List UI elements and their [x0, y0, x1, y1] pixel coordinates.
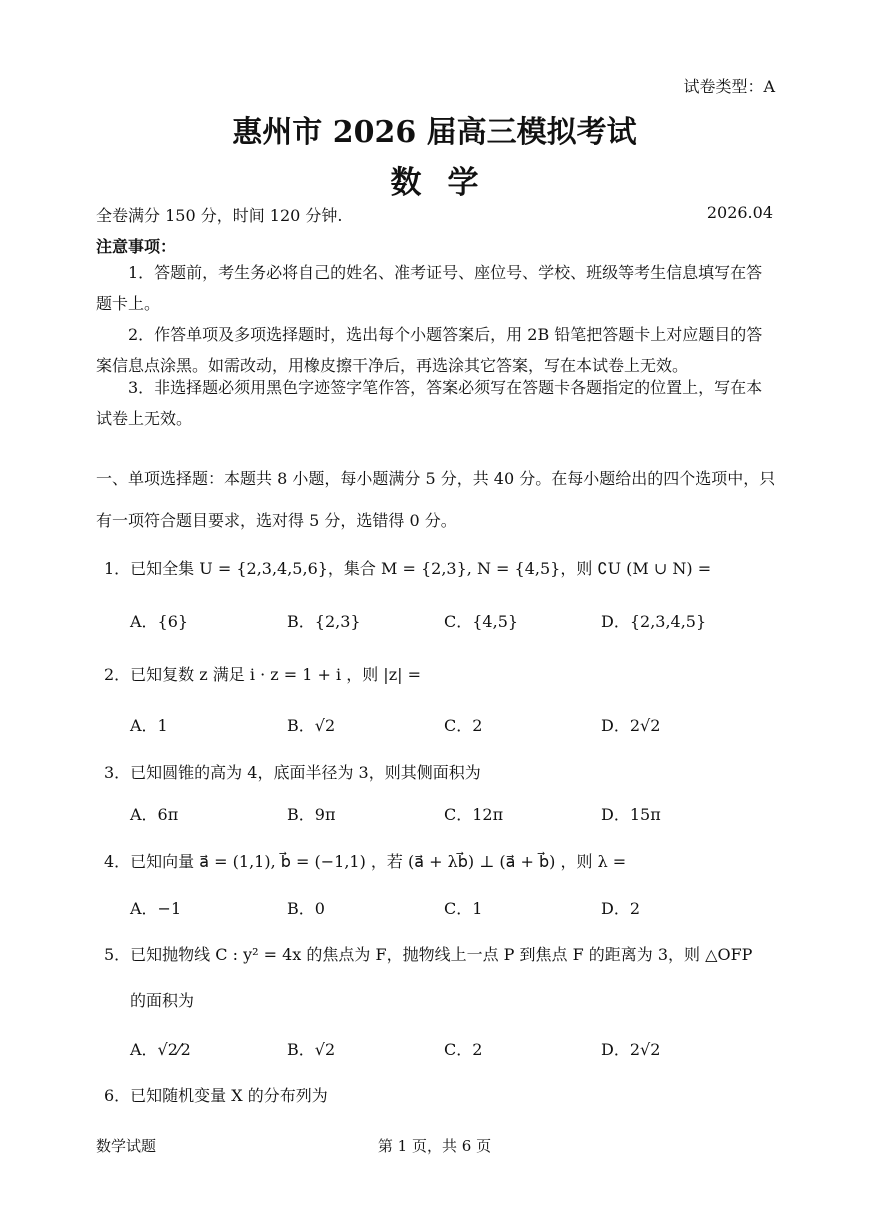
exam-date: 2026.04 [706, 203, 773, 222]
page-number: 第 1 页，共 6 页 [377, 1137, 492, 1155]
question-stem: 1．已知全集 U = {2,3,4,5,6}，集合 M = {2,3}, N = {4,5}，则 ∁U (M ∪ N) = [104, 559, 712, 578]
option-c: C．2 [444, 716, 483, 735]
option-c: C．12π [444, 805, 504, 824]
option-d: D．15π [601, 805, 661, 824]
option-a: A．−1 [130, 899, 182, 918]
option-c: C．{4,5} [444, 612, 519, 631]
note-item: 3．非选择题必须用黑色字迹签字笔作答，答案必须写在答题卡各题指定的位置上，写在本试卷上无效。 [96, 378, 763, 428]
section-text: 一、单项选择题：本题共 8 小题，每小题满分 5 分，共 40 分。在每小题给出的四个选项中，只有一项符合题目要求，选对得 5 分，选错得 0 分。 [96, 469, 776, 530]
note-item: 2．作答单项及多项选择题时，选出每个小题答案后，用 2B 铅笔把答题卡上对应题目的答案信息点涂黑。如需改动，用橡皮擦干净后，再选涂其它答案，写在本试卷上无效。 [96, 325, 763, 375]
option-c: C．2 [444, 1040, 483, 1059]
option-d: D．2√2 [601, 716, 661, 735]
option-d: D．2√2 [601, 1040, 661, 1059]
option-b: B．{2,3} [287, 612, 361, 631]
question-stem: 6．已知随机变量 X 的分布列为 [104, 1086, 328, 1105]
option-b: B．√2 [287, 1040, 336, 1059]
option-a: A．1 [130, 716, 168, 735]
option-c: C．1 [444, 899, 483, 918]
question-stem: 4．已知向量 a⃗ = (1,1), b⃗ = (−1,1) ，若 (a⃗ + λb⃗) ⊥ (a⃗ + b⃗) ，则 λ = [104, 852, 627, 871]
option-a: A．√2⁄2 [130, 1040, 191, 1059]
option-b: B．0 [287, 899, 325, 918]
exam-info: 全卷满分 150 分，时间 120 分钟. [96, 206, 343, 225]
option-b: B．9π [287, 805, 336, 824]
footer-subject: 数学试题 [96, 1137, 157, 1155]
paper-type: 试卷类型：A [683, 77, 775, 96]
notes-heading: 注意事项： [96, 237, 177, 256]
option-d: D．{2,3,4,5} [601, 612, 707, 631]
question-stem: 3．已知圆锥的高为 4，底面半径为 3，则其侧面积为 [104, 763, 481, 782]
option-d: D．2 [601, 899, 641, 918]
subject-title: 数学 [390, 165, 505, 201]
option-b: B．√2 [287, 716, 336, 735]
exam-title: 惠州市 2026 届高三模拟考试 [232, 115, 637, 150]
section-heading [96, 458, 778, 542]
question-stem-continued: 的面积为 [130, 991, 195, 1010]
question-stem: 5．已知抛物线 C : y² = 4x 的焦点为 F，抛物线上一点 P 到焦点 F 的距离为 3，则 △OFP [104, 945, 753, 964]
note-item: 1．答题前，考生务必将自己的姓名、准考证号、座位号、学校、班级等考生信息填写在答题卡上。 [96, 263, 763, 313]
option-a: A．{6} [130, 612, 189, 631]
option-a: A．6π [130, 805, 179, 824]
question-stem: 2．已知复数 z 满足 i · z = 1 + i ，则 |z| = [104, 665, 422, 684]
